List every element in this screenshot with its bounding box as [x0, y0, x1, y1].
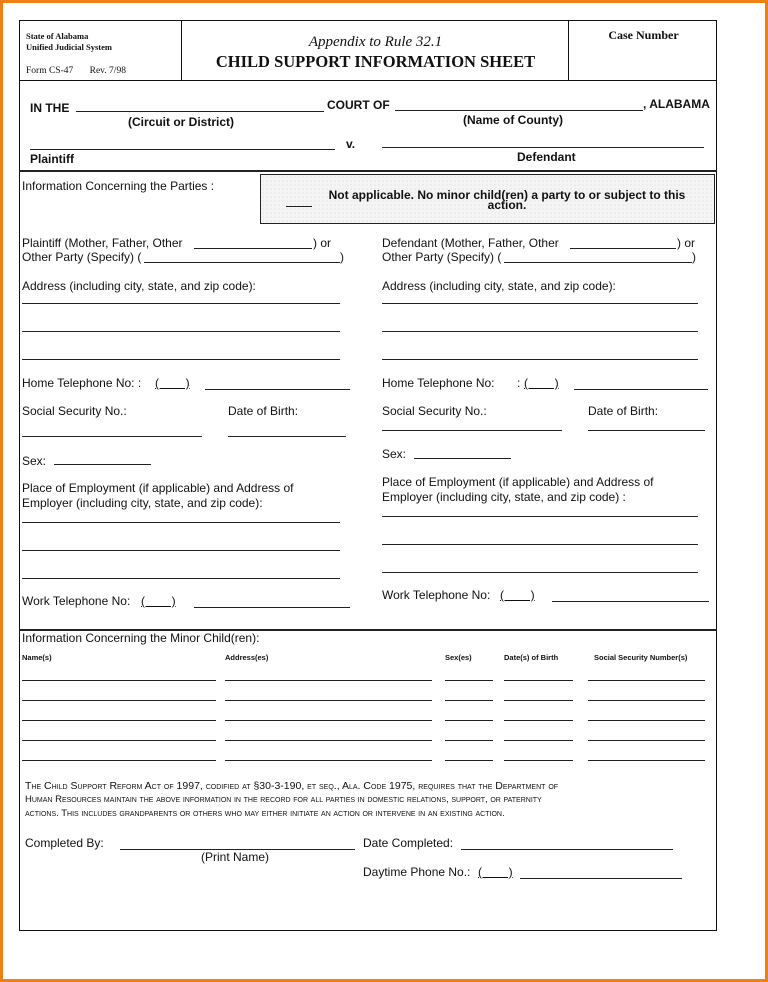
child-sex-field[interactable] [445, 680, 493, 681]
child-dob-field[interactable] [504, 760, 573, 761]
defendant-work-area-code[interactable]: ( ) [500, 588, 535, 602]
defendant-home-phone-field[interactable] [574, 389, 708, 390]
form-title: CHILD SUPPORT INFORMATION SHEET [215, 52, 536, 71]
plaintiff-sex-field[interactable] [54, 464, 151, 465]
defendant-other-party-field[interactable] [504, 262, 692, 263]
court-type-field[interactable] [76, 111, 324, 112]
case-number-label: Case Number [608, 28, 679, 42]
defendant-other-party-label: Other Party (Specify) ( [382, 250, 502, 264]
plaintiff-address-label: Address (including city, state, and zip code): [22, 279, 256, 293]
county-field[interactable] [395, 110, 643, 111]
child-name-field[interactable] [22, 700, 216, 701]
child-name-field[interactable] [22, 740, 216, 741]
notice-line-3: actions. This includes grandparents or others who may either initiate an action or intervene in an existing action. [25, 808, 505, 819]
court-of-label: COURT OF [327, 98, 390, 112]
child-address-field[interactable] [225, 740, 432, 741]
plaintiff-home-phone-label: Home Telephone No: : [22, 376, 142, 390]
defendant-ssn-field[interactable] [382, 430, 562, 431]
child-ssn-field[interactable] [588, 700, 705, 701]
child-dob-field[interactable] [504, 700, 573, 701]
system-label: Unified Judicial System [26, 42, 112, 52]
notice-line-2: Human Resources maintain the above information in the record for all parties in domestic relations, support, or paternity [25, 794, 542, 805]
defendant-dob-field[interactable] [588, 430, 705, 431]
defendant-address-line-3[interactable] [382, 359, 698, 360]
child-dob-field[interactable] [504, 740, 573, 741]
plaintiff-dob-label: Date of Birth: [228, 404, 299, 418]
child-address-field[interactable] [225, 680, 432, 681]
child-address-field[interactable] [225, 700, 432, 701]
defendant-home-phone-colon: : [517, 376, 521, 390]
plaintiff-address-line-1[interactable] [22, 303, 340, 304]
plaintiff-employment-label [22, 481, 293, 511]
completed-by-label: Completed By: [25, 836, 104, 850]
plaintiff-work-phone-label: Work Telephone No: [22, 594, 131, 608]
alabama-label: , ALABAMA [643, 97, 710, 111]
defendant-paren-close: ) [692, 250, 696, 264]
plaintiff-role-or: ) or [313, 236, 331, 250]
child-dob-field[interactable] [504, 680, 573, 681]
child-sex-field[interactable] [445, 720, 493, 721]
section-divider [19, 170, 717, 172]
plaintiff-employer-line-2[interactable] [22, 550, 340, 551]
plaintiff-employer-line-1[interactable] [22, 522, 340, 523]
form-rev: Rev. 7/98 [89, 66, 126, 76]
plaintiff-employer-line-3[interactable] [22, 578, 340, 579]
child-ssn-field[interactable] [588, 680, 705, 681]
plaintiff-role-text: Plaintiff (Mother, Father, Other [22, 236, 183, 250]
defendant-home-area-code[interactable]: ( ) [524, 376, 559, 390]
children-section-label: Information Concerning the Minor Child(ren): [22, 631, 260, 645]
plaintiff-address-line-2[interactable] [22, 331, 340, 332]
plaintiff-home-area-code[interactable]: ( ) [155, 376, 190, 390]
defendant-address-line-2[interactable] [382, 331, 698, 332]
col-header-names: Name(s) [22, 653, 52, 662]
form-number [26, 66, 126, 76]
child-ssn-field[interactable] [588, 760, 705, 761]
parties-section-label: Information Concerning the Parties : [22, 179, 215, 193]
date-completed-field[interactable] [461, 849, 673, 850]
defendant-role-label: Defendant (Mother, Father, Other [382, 236, 559, 250]
child-ssn-field[interactable] [588, 740, 705, 741]
daytime-area-code[interactable]: ( ) [478, 865, 513, 879]
child-address-field[interactable] [225, 720, 432, 721]
circuit-hint: (Circuit or District) [128, 115, 235, 129]
defendant-work-phone-field[interactable] [552, 601, 709, 602]
defendant-dob-label: Date of Birth: [588, 404, 659, 418]
county-hint: (Name of County) [463, 113, 563, 127]
child-name-field[interactable] [22, 760, 216, 761]
plaintiff-work-area-code[interactable]: ( ) [141, 594, 176, 608]
header-agency [26, 31, 112, 53]
appendix-label: Appendix to Rule 32.1 [308, 34, 443, 50]
col-header-dobs: Date(s) of Birth [504, 653, 559, 662]
defendant-employment-label [382, 475, 653, 505]
child-ssn-field[interactable] [588, 720, 705, 721]
child-sex-field[interactable] [445, 740, 493, 741]
notice-line-1: The Child Support Reform Act of 1997, codified at §30-3-190, et seq., Ala. Code 1975, requires that the Department of [25, 780, 559, 792]
plaintiff-employment-line-2: Employer (including city, state, and zip code): [22, 496, 263, 510]
defendant-label: Defendant [517, 150, 576, 164]
defendant-employment-line-2: Employer (including city, state, and zip code) : [382, 490, 626, 504]
defendant-name-field[interactable] [382, 147, 704, 148]
plaintiff-ssn-field[interactable] [22, 436, 202, 437]
plaintiff-home-phone-field[interactable] [205, 389, 350, 390]
plaintiff-name-field[interactable] [30, 149, 335, 150]
plaintiff-sex-label: Sex: [22, 454, 47, 468]
col-header-sexes: Sex(es) [445, 653, 472, 662]
form-no: Form CS-47 [26, 66, 74, 76]
plaintiff-employment-line-1: Place of Employment (if applicable) and Address of [22, 481, 294, 495]
plaintiff-paren-close: ) [340, 250, 344, 264]
defendant-employer-line-3[interactable] [382, 572, 698, 573]
date-completed-label: Date Completed: [363, 836, 454, 850]
state-label: State of Alabama [26, 31, 89, 41]
defendant-sex-label: Sex: [382, 447, 407, 461]
defendant-employer-line-1[interactable] [382, 516, 698, 517]
plaintiff-dob-field[interactable] [228, 436, 346, 437]
not-applicable-checkbox[interactable] [286, 206, 312, 207]
defendant-employment-line-1: Place of Employment (if applicable) and Address of [382, 475, 654, 489]
child-address-field[interactable] [225, 760, 432, 761]
defendant-ssn-label: Social Security No.: [382, 404, 487, 418]
daytime-phone-label: Daytime Phone No.: [363, 865, 471, 879]
daytime-phone-field[interactable] [520, 878, 682, 879]
child-dob-field[interactable] [504, 720, 573, 721]
defendant-work-phone-label: Work Telephone No: [382, 588, 491, 602]
col-header-ssns: Social Security Number(s) [594, 653, 688, 662]
child-sex-field[interactable] [445, 760, 493, 761]
defendant-role-or: ) or [677, 236, 695, 250]
defendant-address-label: Address (including city, state, and zip code): [382, 279, 616, 293]
plaintiff-role-label [22, 236, 183, 250]
defendant-role-other-field[interactable] [570, 248, 676, 249]
print-name-hint: (Print Name) [201, 850, 270, 864]
defendant-home-phone-label: Home Telephone No: [382, 376, 495, 390]
plaintiff-role-other-field[interactable] [194, 248, 312, 249]
versus-label: v. [346, 137, 356, 151]
plaintiff-work-phone-field[interactable] [194, 607, 350, 608]
defendant-employer-line-2[interactable] [382, 544, 698, 545]
plaintiff-label: Plaintiff [30, 152, 74, 166]
child-name-field[interactable] [22, 680, 216, 681]
legal-notice [25, 779, 715, 821]
defendant-sex-field[interactable] [414, 458, 511, 459]
plaintiff-other-party-label: Other Party (Specify) ( [22, 250, 142, 264]
child-name-field[interactable] [22, 720, 216, 721]
col-header-addresses: Address(es) [225, 653, 269, 662]
not-applicable-text: Not applicable. No minor child(ren) a party to or subject to this action. [328, 188, 686, 212]
plaintiff-ssn-label: Social Security No.: [22, 404, 127, 418]
plaintiff-address-line-3[interactable] [22, 359, 340, 360]
child-sex-field[interactable] [445, 700, 493, 701]
defendant-address-line-1[interactable] [382, 303, 698, 304]
in-the-label: IN THE [30, 101, 70, 115]
plaintiff-other-party-field[interactable] [144, 262, 340, 263]
